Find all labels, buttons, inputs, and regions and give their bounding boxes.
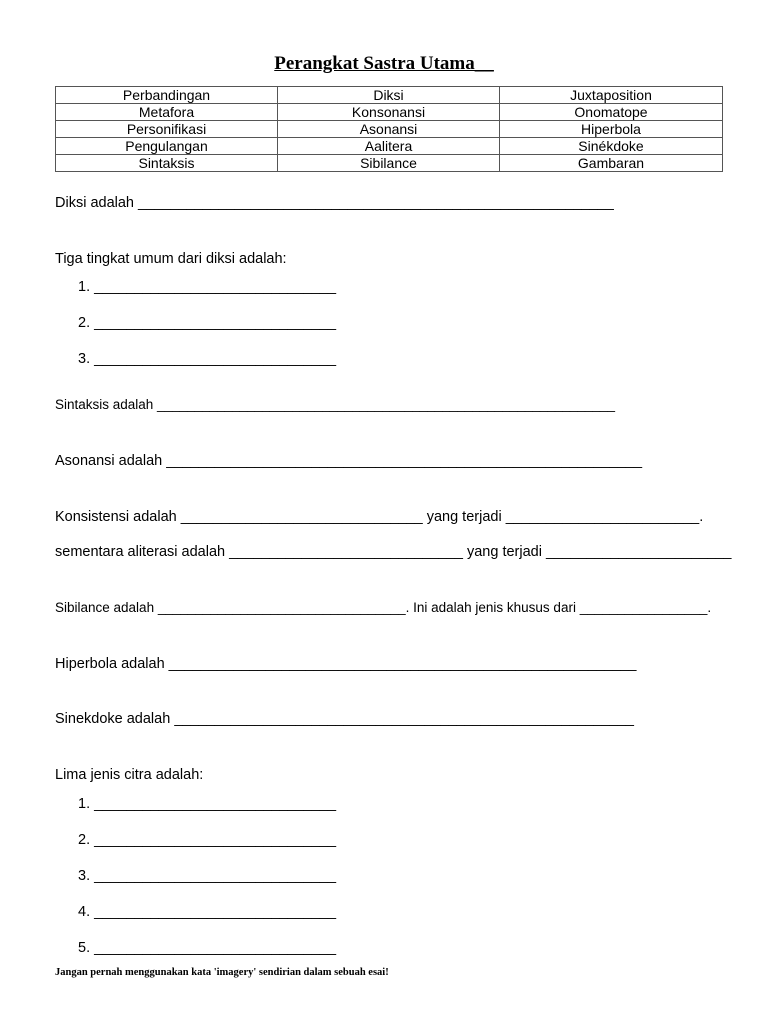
table-cell: Sintaksis [56, 155, 278, 172]
answer-line-item: 4. ______________________________ [78, 904, 337, 920]
question-konsistensi: Konsistensi adalah ______________________________ yang terjadi ________________________. [55, 509, 704, 525]
literary-devices-table [55, 86, 723, 172]
answer-line-item: 1. ______________________________ [78, 279, 337, 295]
table-cell: Gambaran [500, 155, 723, 172]
table-row [56, 104, 723, 121]
table-row [56, 87, 723, 104]
table-cell: Onomatope [500, 104, 723, 121]
answer-line-item: 3. ______________________________ [78, 351, 337, 367]
question-sintaksis: Sintaksis adalah _____________________________________________________________ [55, 397, 616, 412]
table-row [56, 121, 723, 138]
table-cell: Perbandingan [56, 87, 278, 104]
question-aliterasi: sementara aliterasi adalah _____________________________ yang terjadi _______________________ [55, 544, 732, 560]
question-sinekdoke: Sinekdoke adalah _________________________________________________________ [55, 711, 634, 727]
answer-line-item: 2. ______________________________ [78, 832, 337, 848]
table-cell: Sinékdoke [500, 138, 723, 155]
table-cell: Diksi [278, 87, 500, 104]
question-asonansi: Asonansi adalah ___________________________________________________________ [55, 453, 643, 469]
question-tiga-tingkat: Tiga tingkat umum dari diksi adalah: [55, 251, 287, 267]
question-hiperbola: Hiperbola adalah __________________________________________________________ [55, 656, 637, 672]
answer-line-item: 5. ______________________________ [78, 940, 337, 956]
table-cell: Hiperbola [500, 121, 723, 138]
answer-line-item: 1. ______________________________ [78, 796, 337, 812]
table-row [56, 138, 723, 155]
table-cell: Asonansi [278, 121, 500, 138]
answer-line-item: 2. ______________________________ [78, 315, 337, 331]
table-cell: Pengulangan [56, 138, 278, 155]
question-diksi: Diksi adalah ___________________________________________________________ [55, 195, 614, 211]
worksheet-title: Perangkat Sastra Utama__ [274, 53, 494, 74]
table-cell: Sibilance [278, 155, 500, 172]
answer-line-item: 3. ______________________________ [78, 868, 337, 884]
footnote: Jangan pernah menggunakan kata 'imagery' sendirian dalam sebuah esai! [55, 967, 389, 978]
table-row [56, 155, 723, 172]
question-lima-jenis: Lima jenis citra adalah: [55, 767, 204, 783]
table-cell: Konsonansi [278, 104, 500, 121]
question-sibilance: Sibilance adalah _________________________________. Ini adalah jenis khusus dari _________________. [55, 600, 712, 615]
table-cell: Aalitera [278, 138, 500, 155]
table-cell: Metafora [56, 104, 278, 121]
table-cell: Personifikasi [56, 121, 278, 138]
table-cell: Juxtaposition [500, 87, 723, 104]
